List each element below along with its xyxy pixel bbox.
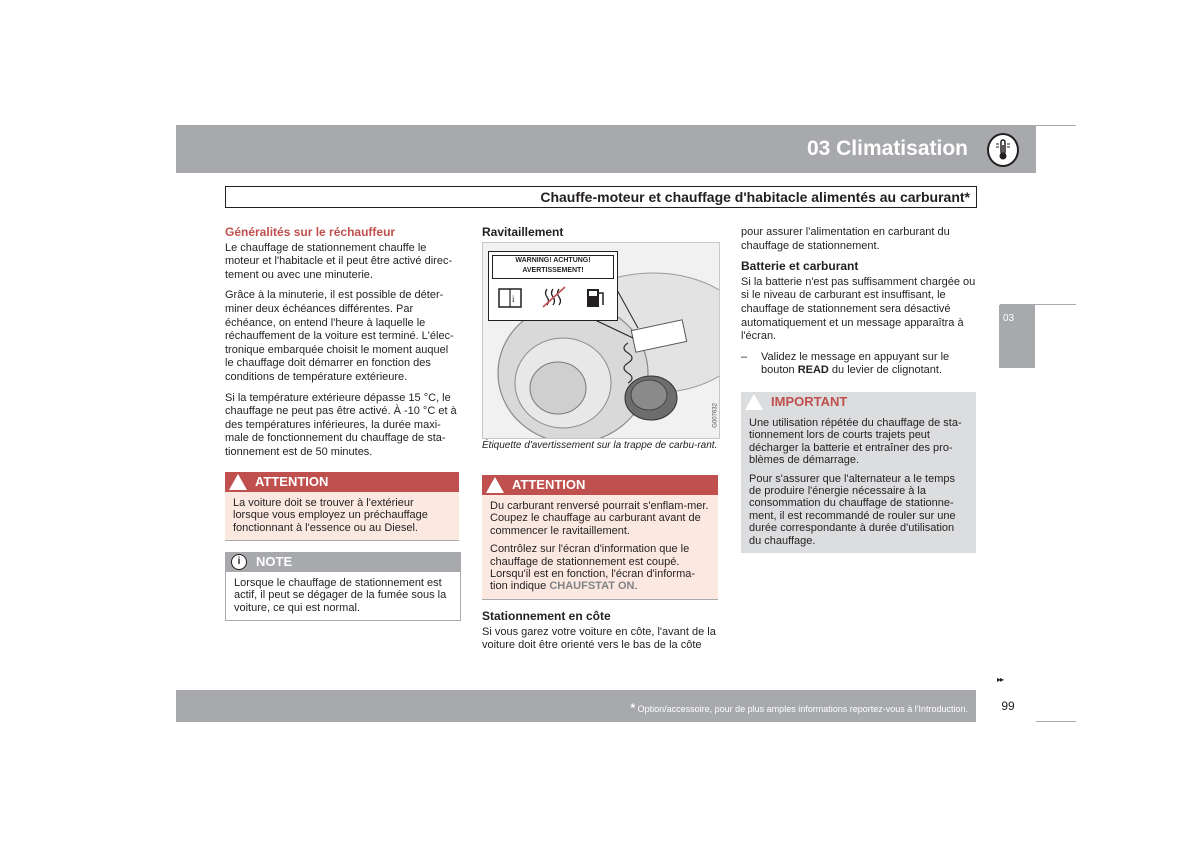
warning-label-line2: AVERTISSEMENT! [522, 267, 584, 274]
heading-slope: Stationnement en côte [482, 609, 611, 623]
important-body [741, 412, 976, 553]
header-rule [1036, 125, 1076, 126]
fuel-flap-figure [482, 242, 720, 439]
column-2-heading-area [482, 226, 718, 242]
note-body [226, 572, 460, 620]
paragraph: Grâce à la minuterie, il est possible de déter-miner deux échéances différentes. Par échéance, on entend l'heure à laquelle le réchauffement de la voiture est terminé. L'élec-tronique embarquée choisit le moment auquel le chauffage doit démarrer en fonction des conditions de température extérieure. [225, 289, 454, 383]
footer-rule [1036, 721, 1076, 722]
attention-body [482, 495, 718, 599]
paragraph: Si la température extérieure dépasse 15 °C, le chauffage ne peut pas être activé. À -10 °C et à des températures inférieures, la durée maxi-male de fonctionnement du chauffage de sta-tionnement est de 50 minutes. [225, 391, 457, 458]
attention-box [225, 472, 459, 541]
attention-label: ATTENTION [512, 477, 586, 492]
heading-battery: Batterie et carburant [741, 259, 859, 274]
warning-triangle-icon [745, 394, 763, 410]
heading-general: Généralités sur le réchauffeur [225, 225, 396, 239]
important-header [741, 392, 976, 412]
display-message: CHAUFSTAT ON [549, 580, 635, 593]
attention-box-refuelling [482, 475, 718, 600]
important-text-2: Pour s'assurer que l'alternateur a le temps de produire l'énergie nécessaire à la consommation du chauffage de stationne-ment, il est recommandé de rouler sur une durée correspondante à durée d'utilisation du chauffage. [749, 472, 956, 547]
attention-text: Du carburant renversé pourrait s'enflam-mer. Coupez le chauffage au carburant avant de commencer le ravitaillement. [490, 500, 709, 537]
section-title-box [225, 186, 977, 208]
paragraph: Si vous garez votre voiture en côte, l'avant de la voiture doit être orienté vers le bas de la côte [482, 625, 716, 652]
important-box [741, 392, 976, 553]
column-3 [741, 226, 976, 378]
attention-text-part: . [634, 580, 638, 593]
page-number: 99 [1001, 699, 1015, 713]
attention-header [482, 475, 718, 495]
read-button-label: READ [797, 364, 829, 377]
heading-refuelling: Ravitaillement [482, 225, 564, 239]
info-icon: i [231, 554, 247, 570]
note-header [226, 552, 460, 572]
attention-body [225, 492, 459, 540]
paragraph: pour assurer l'alimentation en carburant du chauffage de stationnement. [741, 226, 950, 252]
footer-note-text: Option/accessoire, pour de plus amples informations reportez-vous à l'Introduction. [635, 704, 968, 714]
footer-bar [176, 690, 976, 722]
bullet-text: du levier de clignotant. [828, 364, 943, 377]
chapter-title: 03 Climatisation [806, 137, 968, 160]
bullet-dash: – [741, 350, 748, 363]
note-text: Lorsque le chauffage de stationnement est actif, il peut se dégager de la fumée sous la voiture, ce qui est normal. [234, 577, 447, 614]
bullet-text: Validez le message en appuyant sur le bouton [761, 350, 950, 377]
note-box [225, 552, 461, 621]
asterisk: * [630, 701, 636, 715]
chapter-header-bar [176, 125, 1036, 173]
important-label: IMPORTANT [771, 394, 848, 409]
side-tab-label: 03 [1003, 313, 1015, 324]
warning-triangle-icon [486, 477, 504, 493]
warning-pictograms-icon [497, 285, 609, 313]
chapter-icon-box [980, 125, 1036, 173]
bullet-item [741, 351, 976, 378]
warning-label-card [488, 251, 618, 321]
chapter-side-tab [999, 305, 1035, 368]
thermometer-icon [987, 133, 1019, 167]
paragraph: Si la batterie n'est pas suffisamment chargée ou si le niveau de carburant est insuffisant, le chauffage de stationnement sera désactivé automatiquement et un message apparaîtra à l'écran. [741, 275, 976, 343]
svg-text:i: i [512, 294, 515, 304]
footer-note [630, 690, 968, 722]
continue-arrows-icon: ▸▸ [997, 675, 1004, 684]
warning-label-line1: WARNING! ACHTUNG! [515, 257, 591, 264]
attention-text-part: Contrôlez sur l'écran d'information que le chauffage de stationnement est coupé. Lorsqu'il est en fonction, l'écran d'informa-tion indique [490, 543, 696, 593]
figure-id: G007632 [713, 403, 719, 428]
warning-triangle-icon [229, 474, 247, 490]
paragraph: Le chauffage de stationnement chauffe le moteur et l'habitacle et il peut être activé direc-tement ou avec une minuterie. [225, 241, 453, 281]
column-1 [225, 226, 459, 467]
note-label: NOTE [256, 554, 293, 569]
warning-label-text [492, 255, 614, 279]
attention-header [225, 472, 459, 492]
attention-label: ATTENTION [255, 474, 329, 489]
important-text: Une utilisation répétée du chauffage de sta-tionnement lors de courts trajets peut décharger la batterie et entraîner des pro-blèmes de démarrage. [749, 417, 962, 467]
attention-text-2 [490, 543, 710, 593]
attention-text: La voiture doit se trouver à l'extérieur lorsque vous employez un préchauffage fonctionnant à l'essence ou au Diesel. [233, 497, 428, 534]
section-title: Chauffe-moteur et chauffage d'habitacle alimentés au carburant* [540, 189, 970, 205]
column-2-slope [482, 610, 718, 660]
figure-caption: Étiquette d'avertissement sur la trappe de carbu-rant. [482, 440, 718, 451]
